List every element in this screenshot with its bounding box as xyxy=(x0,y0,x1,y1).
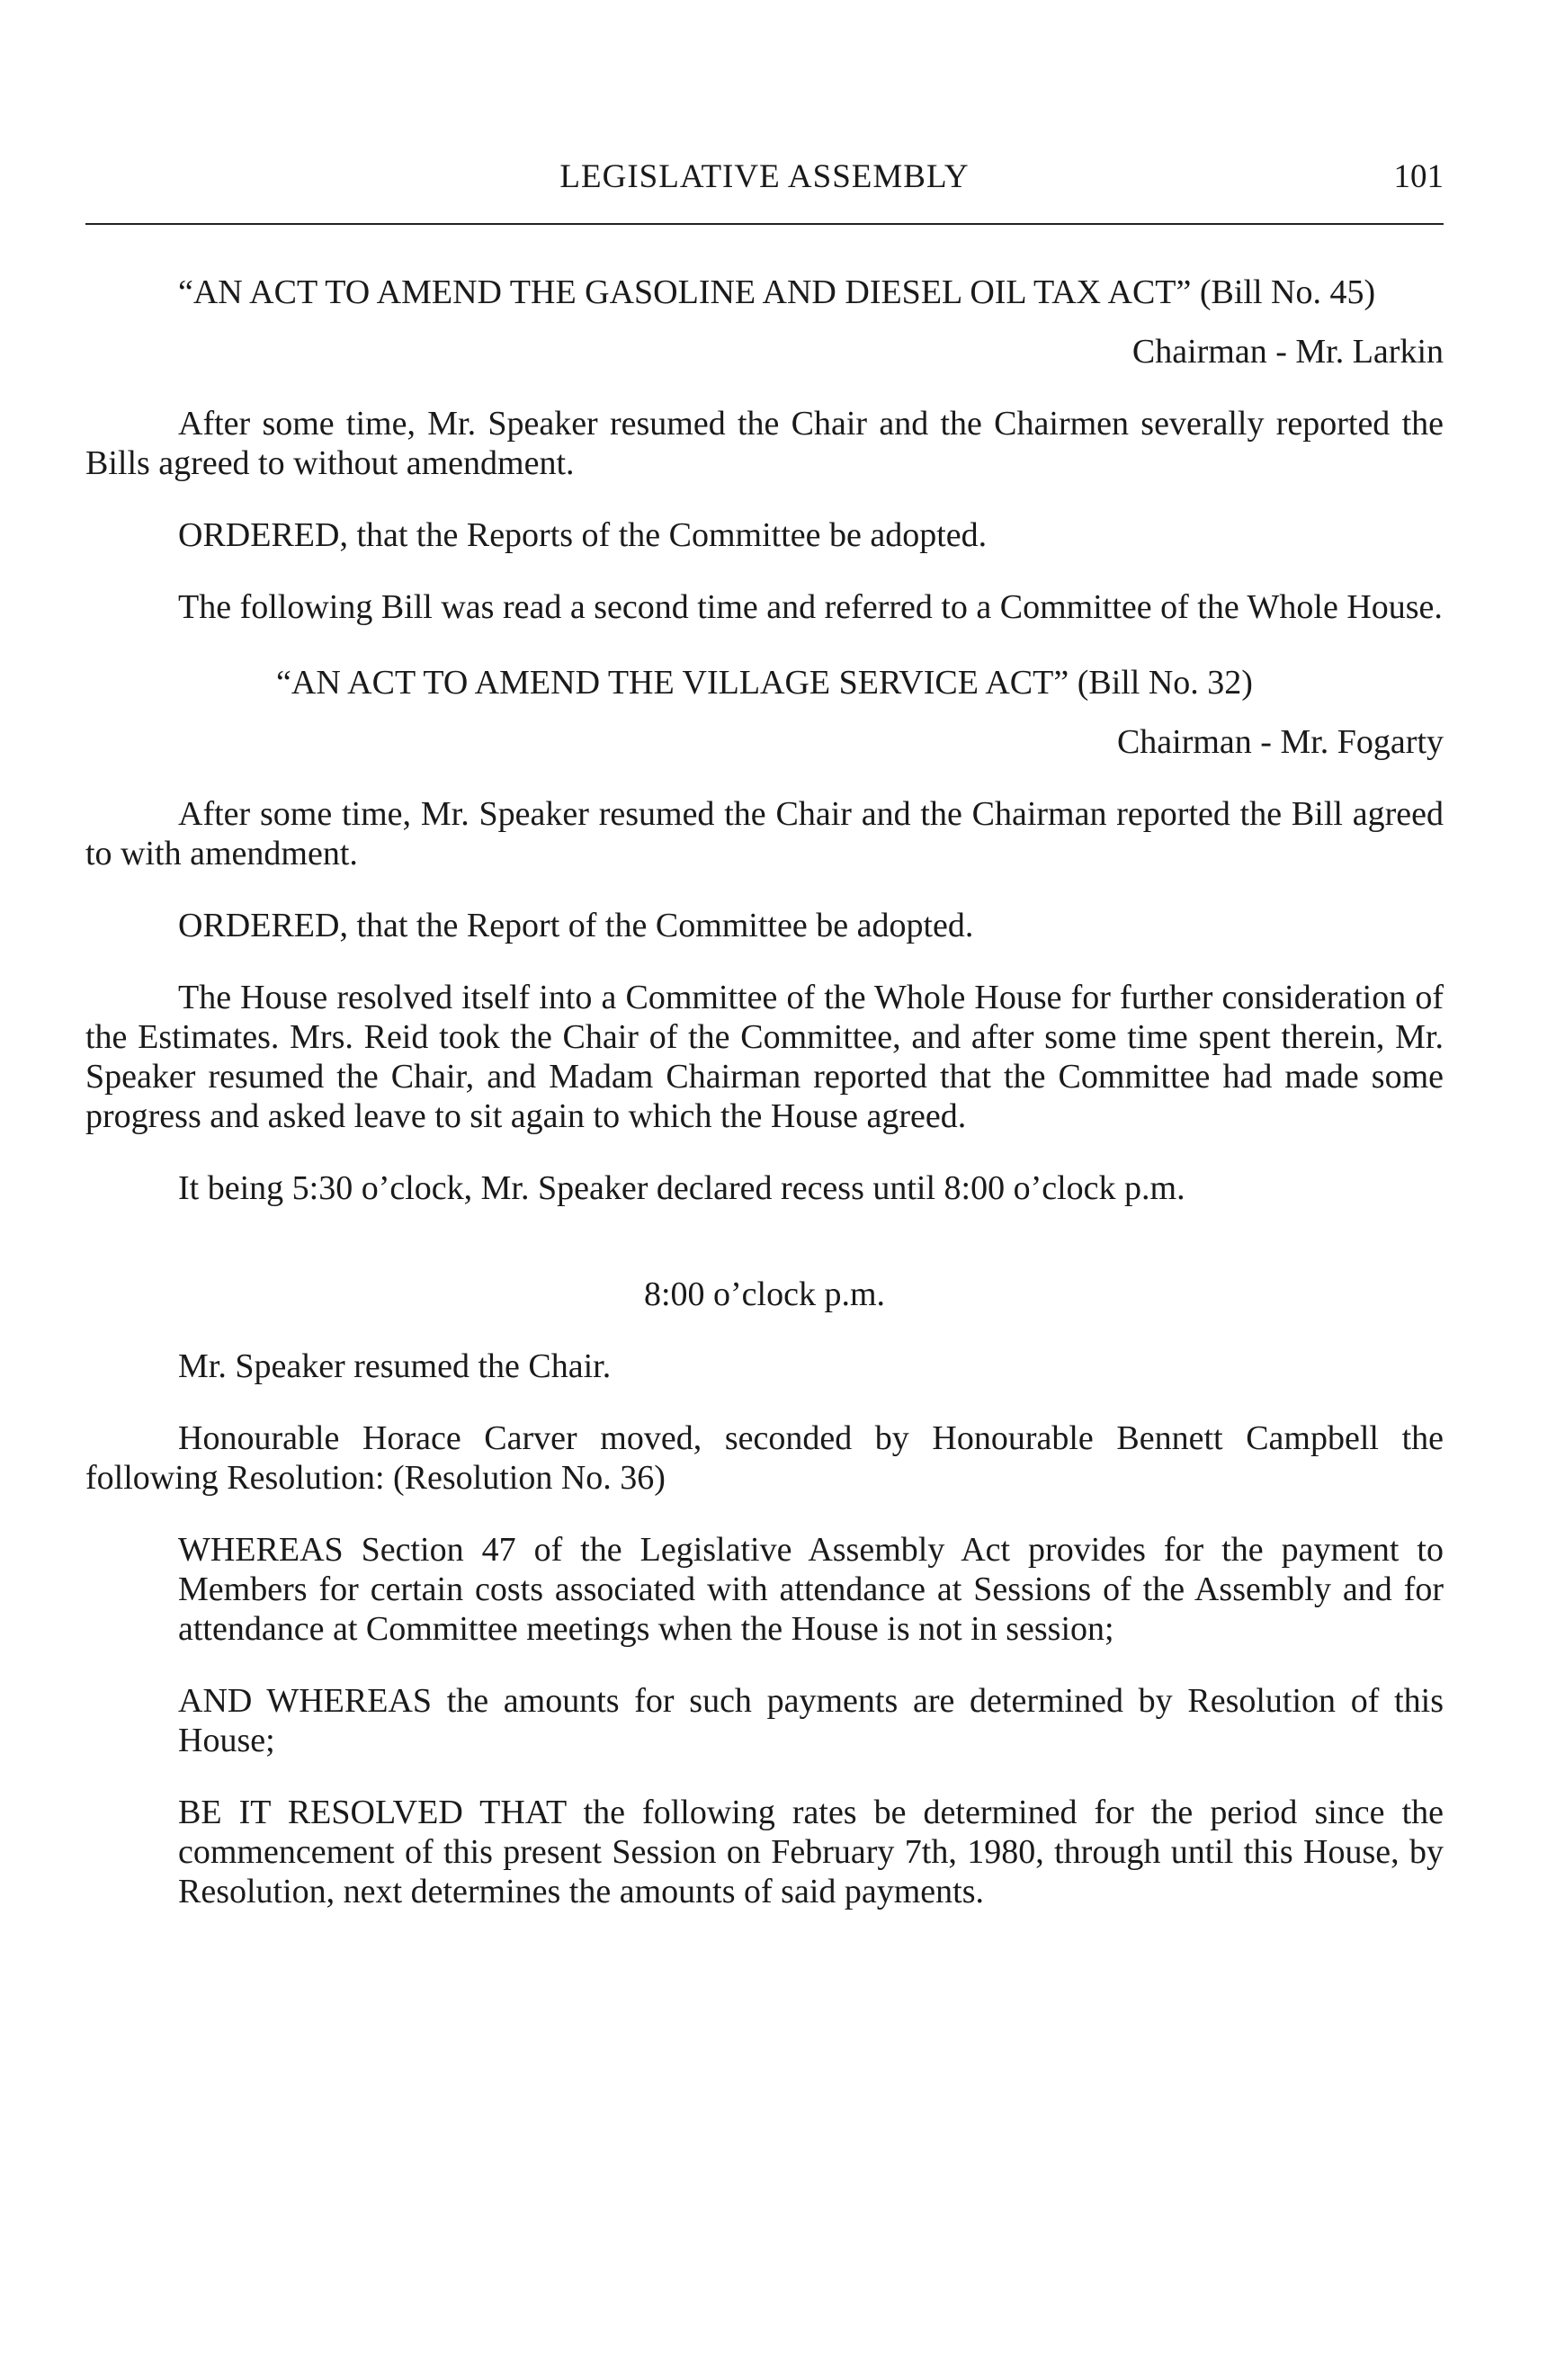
resolution-whereas-2: AND WHEREAS the amounts for such payments are determined by Resolution of this House; xyxy=(178,1682,1444,1759)
document-body xyxy=(85,273,1444,1911)
chairman-larkin: Chairman - Mr. Larkin xyxy=(1131,333,1444,371)
chairman-fogarty: Chairman - Mr. Fogarty xyxy=(1116,723,1444,761)
page-header xyxy=(85,157,1444,211)
resolution-resolved: BE IT RESOLVED THAT the following rates be determined for the period since the commencement of this present Session on February 7th, 1980, through until this House, by Resolution, next determines the amounts of said payments. xyxy=(178,1794,1444,1910)
paragraph-second-reading: The following Bill was read a second time and referred to a Committee of the Whole House. xyxy=(178,588,1443,626)
paragraph-ordered-2: ORDERED, that the Report of the Committee be adopted. xyxy=(178,907,974,944)
paragraph-recess: It being 5:30 o’clock, Mr. Speaker declared recess until 8:00 o’clock p.m. xyxy=(178,1169,1185,1207)
paragraph-motion: Honourable Horace Carver moved, seconded by Honourable Bennett Campbell the following Resolution: (Resolution No. 36) xyxy=(85,1419,1444,1497)
header-title: LEGISLATIVE ASSEMBLY xyxy=(559,158,970,195)
header-rule xyxy=(85,223,1444,225)
bill-title-45: “AN ACT TO AMEND THE GASOLINE AND DIESEL OIL TAX ACT” (Bill No. 45) xyxy=(178,273,1376,311)
resolution-whereas-1: WHEREAS Section 47 of the Legislative Assembly Act provides for the payment to Members for certain costs associated with attendance at Sessions of the Assembly and for attendance at Committee meetings when the House is not in session; xyxy=(178,1531,1444,1648)
bill-title-32: “AN ACT TO AMEND THE VILLAGE SERVICE ACT” (Bill No. 32) xyxy=(276,664,1253,702)
paragraph-estimates: The House resolved itself into a Committee of the Whole House for further consideration of the Estimates. Mrs. Reid took the Chair of the Committee, and after some time spent therein, Mr. Speaker resumed the Chair, and Madam Chairman reported that the Committee had made some progress and asked leave to sit again to which the House agreed. xyxy=(85,979,1444,1135)
time-heading: 8:00 o’clock p.m. xyxy=(643,1275,886,1313)
page-number: 101 xyxy=(1393,158,1444,195)
paragraph-ordered-1: ORDERED, that the Reports of the Committee be adopted. xyxy=(178,516,988,554)
paragraph-speaker-resumed-1: After some time, Mr. Speaker resumed the Chair and the Chairmen severally reported the Bills agreed to without amendment. xyxy=(85,405,1444,482)
paragraph-speaker-resumed-3: Mr. Speaker resumed the Chair. xyxy=(178,1347,612,1385)
paragraph-speaker-resumed-2: After some time, Mr. Speaker resumed the Chair and the Chairman reported the Bill agreed to with amendment. xyxy=(85,795,1444,872)
